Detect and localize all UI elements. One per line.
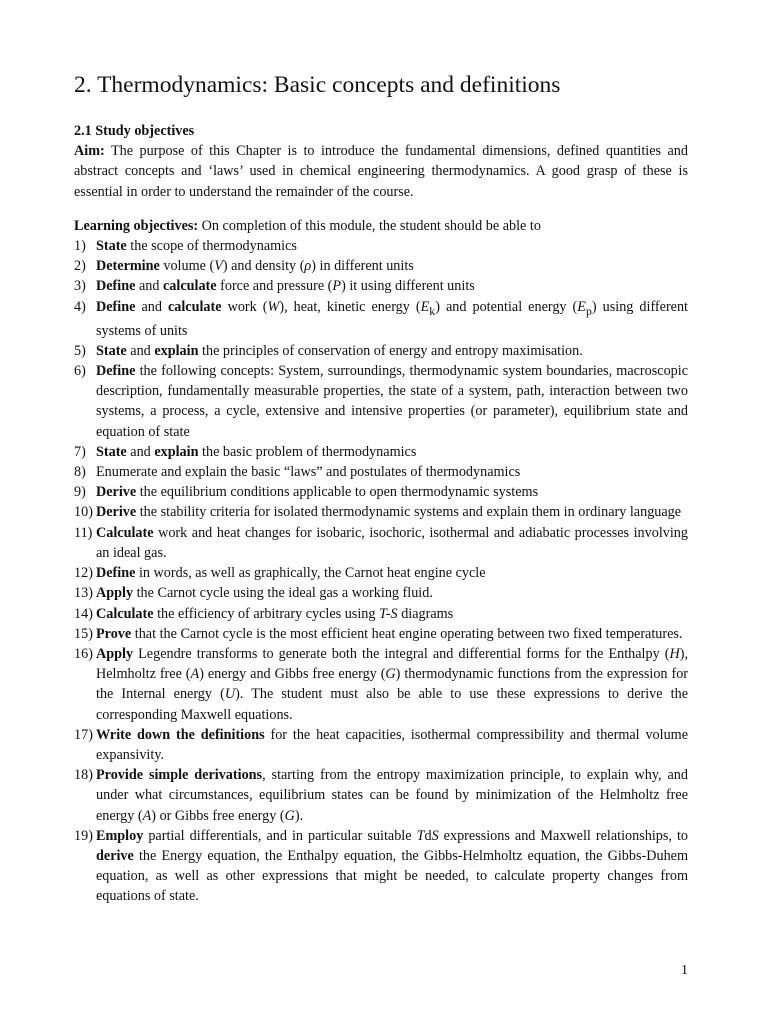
objective-text: Apply the Carnot cycle using the ideal gas a working fluid. <box>96 585 433 602</box>
objective-number: 13) <box>74 585 93 602</box>
objective-item <box>74 502 688 522</box>
objective-item <box>74 826 688 907</box>
objective-number: 10) <box>74 504 93 521</box>
objective-text: Enumerate and explain the basic “laws” and postulates of thermodynamics <box>96 464 521 481</box>
page-number: 1 <box>681 963 688 978</box>
objective-item <box>74 583 688 603</box>
objective-number: 6) <box>74 363 86 380</box>
objective-text: State the scope of thermodynamics <box>96 238 297 255</box>
chapter-title: 2. Thermodynamics: Basic concepts and definitions <box>74 72 561 98</box>
section-heading: 2.1 Study objectives <box>74 123 195 139</box>
objective-number: 11) <box>74 524 93 541</box>
objective-text: Define in words, as well as graphically, the Carnot heat engine cycle <box>96 565 486 582</box>
objective-number: 17) <box>74 726 93 743</box>
objective-number: 8) <box>74 464 86 481</box>
objective-text: Apply Legendre transforms to generate both the integral and differential forms for the Enthalpy (H), Helmholtz free (A) energy and Gibbs free energy (G) thermodynamic functions from the expression for the Internal energy (U). The student must also be able to use these expressions to derive the corresponding Maxwell equations. <box>96 645 689 723</box>
objective-number: 5) <box>74 342 86 359</box>
objective-number: 3) <box>74 278 86 295</box>
objective-item <box>74 725 688 765</box>
objective-item <box>74 482 688 502</box>
objective-number: 15) <box>74 625 93 642</box>
objective-text: Derive the equilibrium conditions applicable to open thermodynamic systems <box>96 484 539 501</box>
objective-text: Provide simple derivations, starting from the entropy maximization principle, to explain why, and under what circumstances, equilibrium states can be found by minimization of the Helmholtz free energy (A) or Gibbs free energy (G). <box>96 767 688 824</box>
objective-item <box>74 341 688 361</box>
objective-text: State and explain the principles of conservation of energy and entropy maximisation. <box>96 342 583 359</box>
objective-number: 18) <box>74 767 93 784</box>
objective-number: 1) <box>74 238 86 255</box>
objective-text: Define and calculate work (W), heat, kinetic energy $(E_k)$ and potential energy $(E_p)$ using different systems of units <box>96 298 688 339</box>
objectives-intro <box>74 216 688 236</box>
objective-text: Define the following concepts: System, surroundings, thermodynamic system boundaries, macroscopic description, fundamentally measurable properties, the state of a system, path, interaction between two systems, a process, a cycle, extensive and intensive properties (or parameter), equilibrium state and equation of state <box>96 363 688 440</box>
objective-text: Derive the stability criteria for isolated thermodynamic systems and explain them in ordinary language <box>96 504 682 521</box>
objective-item <box>74 236 688 256</box>
objective-text: State and explain the basic problem of thermodynamics <box>96 443 417 460</box>
objective-text: Employ partial differentials, and in particular suitable TdS expressions and Maxwell relationships, to derive the Energy equation, the Enthalpy equation, the Gibbs-Helmholtz equation, the Gibbs-Duhem equation, as well as other expressions that might be needed, to calculate property changes from equations of state. <box>96 827 688 905</box>
objective-item <box>74 765 688 826</box>
objective-number: 12) <box>74 565 93 582</box>
objective-number: 19) <box>74 827 93 844</box>
objective-item <box>74 276 688 296</box>
objective-text: Calculate the efficiency of arbitrary cycles using T-S diagrams <box>96 605 454 622</box>
objective-item <box>74 644 688 725</box>
objective-number: 14) <box>74 605 93 622</box>
aim-paragraph <box>74 141 688 202</box>
objective-text: Prove that the Carnot cycle is the most efficient heat engine operating between two fixed temperatures. <box>96 625 683 642</box>
objective-item <box>74 361 688 442</box>
objective-item <box>74 563 688 583</box>
document-body <box>74 121 688 907</box>
objectives-list <box>74 236 688 907</box>
objective-item <box>74 604 688 624</box>
objective-item <box>74 624 688 644</box>
objective-text: Calculate work and heat changes for isobaric, isochoric, isothermal and adiabatic processes involving an ideal gas. <box>96 524 688 561</box>
objective-text: Write down the definitions for the heat capacities, isothermal compressibility and thermal volume expansivity. <box>96 726 688 763</box>
objective-item <box>74 297 688 341</box>
objective-item <box>74 462 688 482</box>
objective-text: Define and calculate force and pressure (P) it using different units <box>96 278 475 295</box>
objectives-intro-text: On completion of this module, the student should be able to <box>198 217 541 234</box>
objective-number: 9) <box>74 484 86 501</box>
objectives-label: Learning objectives: <box>74 217 199 234</box>
objective-number: 7) <box>74 443 86 460</box>
objective-item <box>74 442 688 462</box>
aim-label: Aim: <box>74 143 105 160</box>
objective-number: 16) <box>74 645 93 662</box>
objective-item <box>74 523 688 563</box>
objective-item <box>74 256 688 276</box>
objective-number: 4) <box>74 298 86 315</box>
objective-text: Determine volume (V) and density (ρ) in different units <box>96 258 414 275</box>
aim-text: The purpose of this Chapter is to introduce the fundamental dimensions, defined quantities and abstract concepts and ‘laws’ used in chemical engineering thermodynamics. A good grasp of these is essential in order to understand the remainder of the course. <box>74 143 688 200</box>
objective-number: 2) <box>74 258 86 275</box>
